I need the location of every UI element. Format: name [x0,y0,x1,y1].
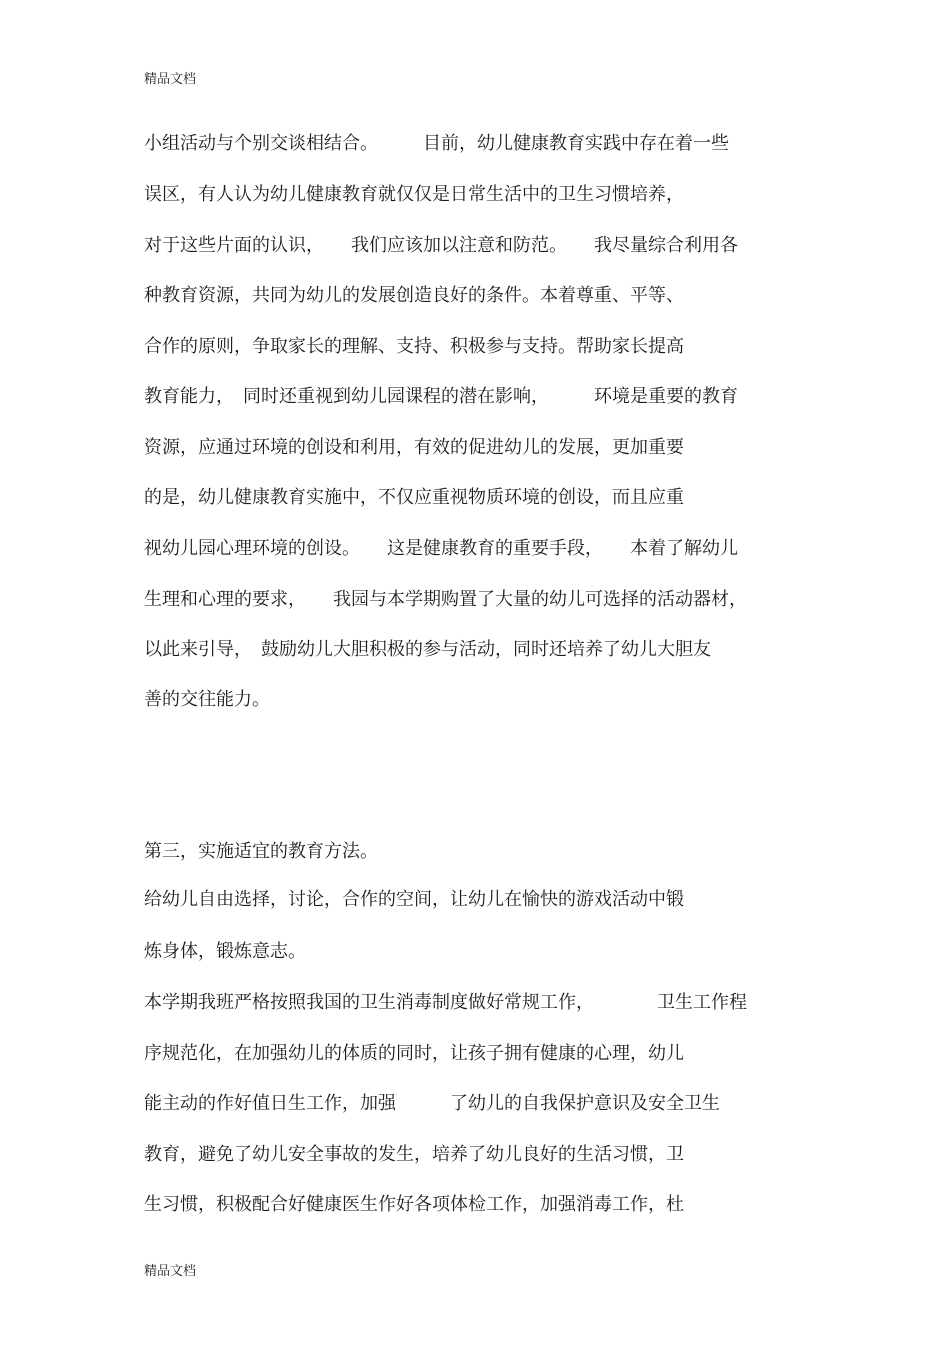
text-line: 炼身体，锻炼意志。 [144,941,306,962]
page-footer-label: 精品文档 [144,1264,197,1279]
text-line: 能主动的作好值日生工作，加强 了幼儿的自我保护意识及安全卫生 [144,1093,720,1114]
text-line: 误区，有人认为幼儿健康教育就仅仅是日常生活中的卫生习惯培养， [144,184,684,205]
text-line: 视幼儿园心理环境的创设。 这是健康教育的重要手段， 本着了解幼儿 [144,538,738,559]
text-line: 生理和心理的要求， 我园与本学期购置了大量的幼儿可选择的活动器材， [144,589,747,610]
section-heading: 第三，实施适宜的教育方法。 [144,841,378,862]
text-line: 资源，应通过环境的创设和利用，有效的促进幼儿的发展，更加重要 [144,437,684,458]
text-line: 合作的原则，争取家长的理解、支持、积极参与支持。帮助家长提高 [144,336,684,357]
page-header-label: 精品文档 [144,72,197,87]
text-line: 教育能力， 同时还重视到幼儿园课程的潜在影响， 环境是重要的教育 [144,386,738,407]
text-line: 小组活动与个别交谈相结合。 目前，幼儿健康教育实践中存在着一些 [144,133,729,154]
text-line: 给幼儿自由选择，讨论，合作的空间，让幼儿在愉快的游戏活动中锻 [144,889,684,910]
text-line: 以此来引导， 鼓励幼儿大胆积极的参与活动，同时还培养了幼儿大胆友 [144,639,711,660]
text-line: 序规范化，在加强幼儿的体质的同时，让孩子拥有健康的心理，幼儿 [144,1043,684,1064]
text-line: 教育，避免了幼儿安全事故的发生，培养了幼儿良好的生活习惯，卫 [144,1144,684,1165]
text-line: 种教育资源，共同为幼儿的发展创造良好的条件。本着尊重、平等、 [144,285,684,306]
text-line: 生习惯，积极配合好健康医生作好各项体检工作，加强消毒工作，杜 [144,1194,684,1215]
text-line: 本学期我班严格按照我国的卫生消毒制度做好常规工作， 卫生工作程 [144,992,747,1013]
text-line: 对于这些片面的认识， 我们应该加以注意和防范。 我尽量综合利用各 [144,235,738,256]
text-line: 的是，幼儿健康教育实施中，不仅应重视物质环境的创设，而且应重 [144,487,684,508]
text-line: 善的交往能力。 [144,689,270,710]
